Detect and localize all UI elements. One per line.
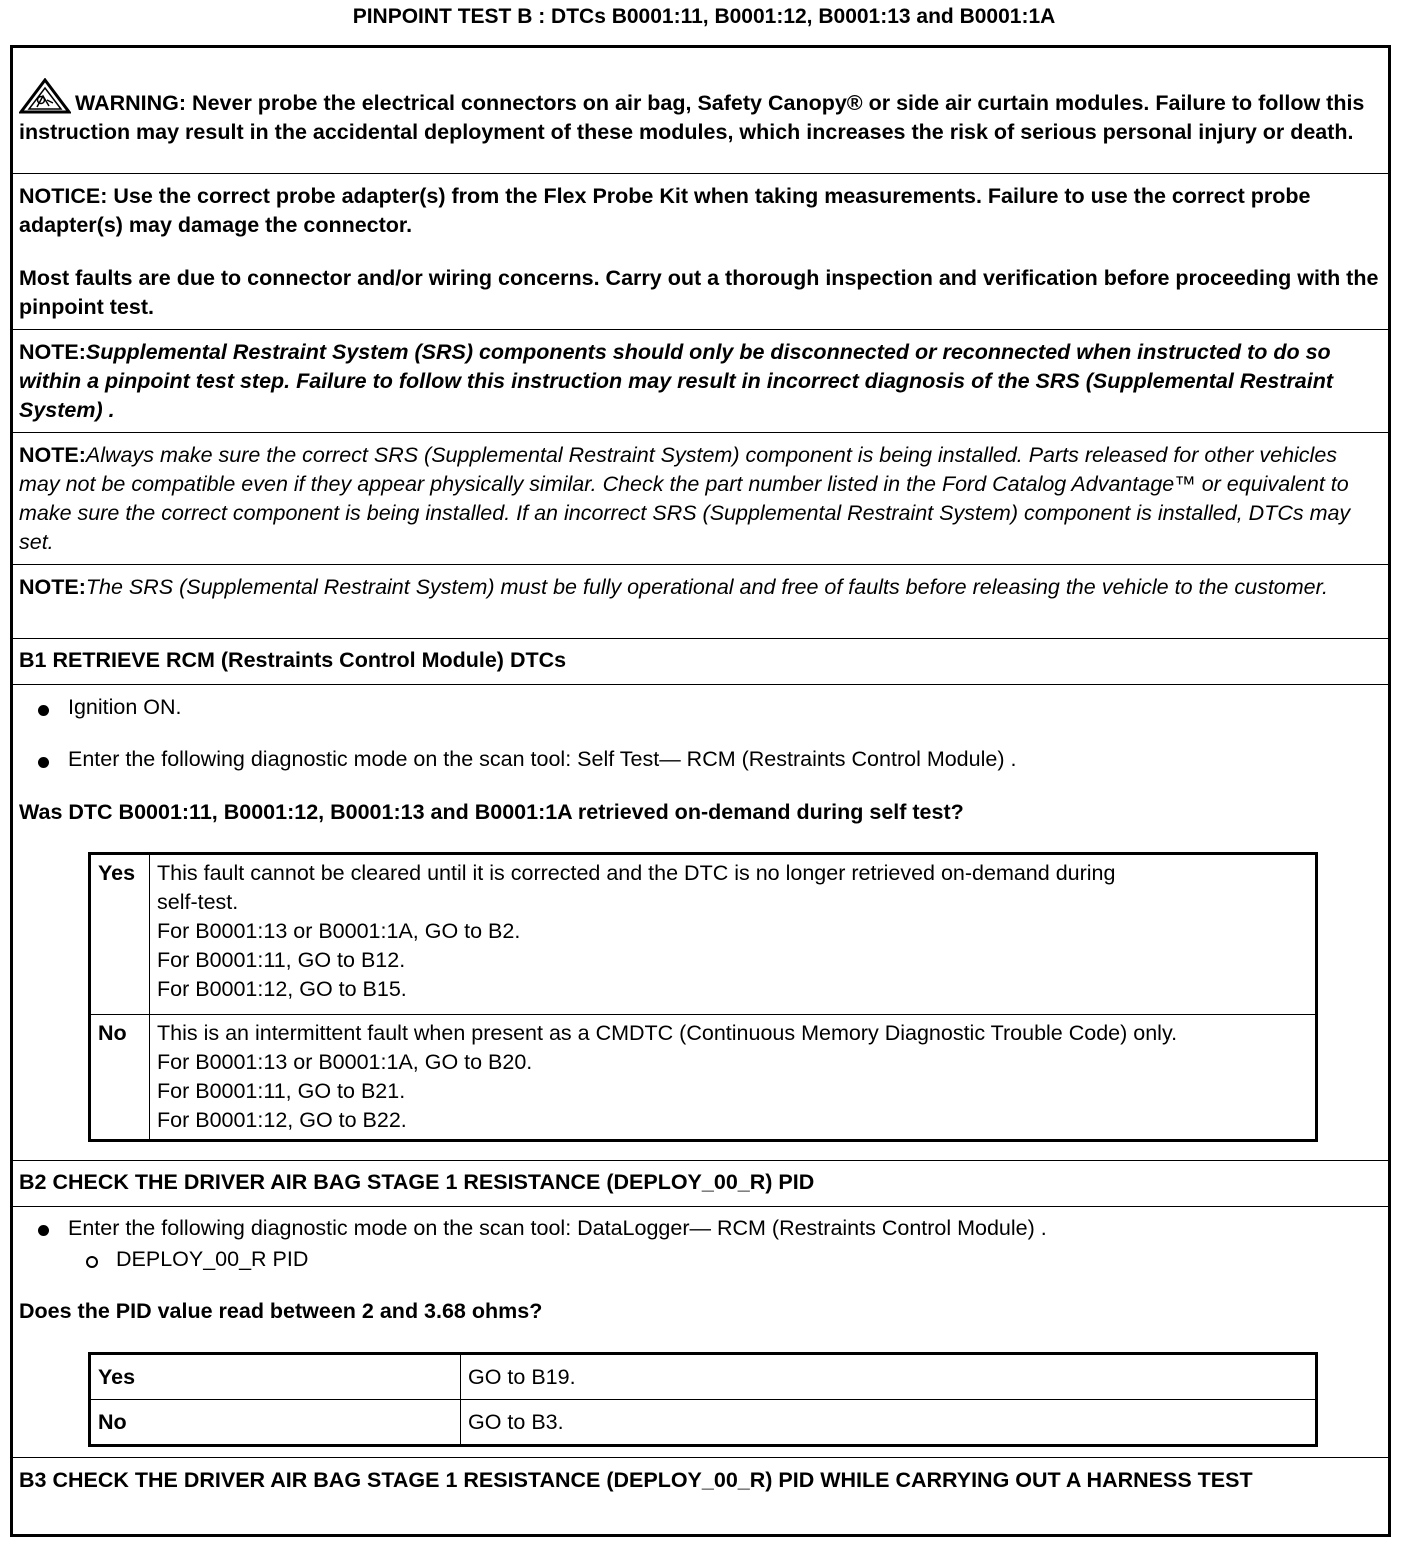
b2-body-row (13, 1207, 1388, 1458)
b1-result-table (88, 852, 1318, 1142)
b2-no-action: GO to B3. (461, 1400, 1317, 1446)
notice-text: NOTICE: Use the correct probe adapter(s) from the Flex Probe Kit when taking measurements. Failure to use the correct probe adapter(s) may damage the connector. (19, 184, 1311, 237)
b2-yes-row (90, 1354, 1317, 1400)
note-3-label: NOTE: (19, 575, 86, 599)
b2-yes-action: GO to B19. (461, 1354, 1317, 1400)
sub-bullet-icon (86, 1256, 98, 1268)
b1-no-line: For B0001:13 or B0001:1A, GO to B20. (157, 1050, 533, 1074)
b2-yes-label: Yes (90, 1354, 461, 1400)
b1-yes-cell (150, 854, 1317, 1015)
b1-yes-label: Yes (90, 854, 150, 1015)
note-row-2 (13, 433, 1388, 565)
note-3 (19, 573, 1382, 602)
b1-no-row (90, 1015, 1317, 1141)
b1-no-label: No (90, 1015, 150, 1141)
b1-body-row (13, 685, 1388, 1161)
b1-yes-row (90, 854, 1317, 1015)
b1-yes-line: For B0001:12, GO to B15. (157, 977, 407, 1001)
note-row-1 (13, 330, 1388, 433)
b1-question: Was DTC B0001:11, B0001:12, B0001:13 and B0001:1A retrieved on-demand during self test? (19, 800, 964, 824)
b3-heading-row (13, 1458, 1388, 1534)
note-row-3 (13, 565, 1388, 639)
note-1-label: NOTE: (19, 340, 86, 364)
b1-heading-row (13, 639, 1388, 685)
b1-heading: B1 RETRIEVE RCM (Restraints Control Module) DTCs (19, 648, 567, 672)
b1-yes-line: self-test. (157, 890, 239, 914)
bullet-icon (38, 757, 49, 768)
bullet-icon (38, 705, 49, 716)
note-3-text: The SRS (Supplemental Restraint System) must be fully operational and free of faults before releasing the vehicle to the customer. (85, 575, 1328, 599)
warning-triangle-icon (19, 78, 71, 114)
b1-yes-line: For B0001:11, GO to B12. (157, 948, 406, 972)
warning-text: WARNING: Never probe the electrical connectors on air bag, Safety Canopy® or side air curtain modules. Failure to follow this instruction may result in the accidental deployment of these modules, which increases the risk of serious personal injury or death. (19, 91, 1365, 144)
b2-no-label: No (90, 1400, 461, 1446)
note-1 (19, 338, 1382, 425)
faults-text: Most faults are due to connector and/or wiring concerns. Carry out a thorough inspection and verification before proceeding with the pinpoint test. (19, 266, 1379, 319)
b1-step-2: Enter the following diagnostic mode on the scan tool: Self Test— RCM (Restraints Control Module) . (68, 747, 1017, 771)
b2-heading-row (13, 1161, 1388, 1207)
b1-yes-line: This fault cannot be cleared until it is corrected and the DTC is no longer retrieved on-demand during (157, 861, 1116, 885)
b2-result-table (88, 1352, 1318, 1447)
bullet-icon (38, 1225, 49, 1236)
notice-row (13, 174, 1388, 330)
note-2-text: Always make sure the correct SRS (Supplemental Restraint System) component is being installed. Parts released for other vehicles may not be compatible even if they appear physically similar. Check the part number listed in the Ford Catalog Advantage™ or equivalent to make sure the correct component is being installed. If an incorrect SRS (Supplemental Restraint System) component is installed, DTCs may set. (19, 443, 1351, 554)
pinpoint-test-frame (10, 45, 1391, 1537)
b1-no-line: For B0001:12, GO to B22. (157, 1108, 407, 1132)
warning-row (13, 48, 1388, 174)
b2-step: Enter the following diagnostic mode on the scan tool: DataLogger— RCM (Restraints Control Module) . (68, 1216, 1047, 1240)
b2-heading: B2 CHECK THE DRIVER AIR BAG STAGE 1 RESISTANCE (DEPLOY_00_R) PID (19, 1170, 815, 1194)
note-2 (19, 441, 1382, 557)
b1-yes-line: For B0001:13 or B0001:1A, GO to B2. (157, 919, 521, 943)
b2-substep: DEPLOY_00_R PID (116, 1247, 309, 1271)
b1-step-1: Ignition ON. (68, 695, 182, 719)
warning-text-block (19, 78, 1382, 147)
b1-no-line: This is an intermittent fault when present as a CMDTC (Continuous Memory Diagnostic Trouble Code) only. (157, 1021, 1178, 1045)
b1-no-cell (150, 1015, 1317, 1141)
note-2-label: NOTE: (19, 443, 86, 467)
b2-no-row (90, 1400, 1317, 1446)
page-title: PINPOINT TEST B : DTCs B0001:11, B0001:12, B0001:13 and B0001:1A (352, 5, 1056, 28)
b3-heading: B3 CHECK THE DRIVER AIR BAG STAGE 1 RESISTANCE (DEPLOY_00_R) PID WHILE CARRYING OUT A HARNESS TEST (19, 1468, 1253, 1492)
b2-question: Does the PID value read between 2 and 3.68 ohms? (19, 1299, 543, 1323)
note-1-text: Supplemental Restraint System (SRS) components should only be disconnected or reconnected when instructed to do so within a pinpoint test step. Failure to follow this instruction may result in incorrect diagnosis of the SRS (Supplemental Restraint System) . (19, 340, 1334, 422)
b1-no-line: For B0001:11, GO to B21. (157, 1079, 406, 1103)
